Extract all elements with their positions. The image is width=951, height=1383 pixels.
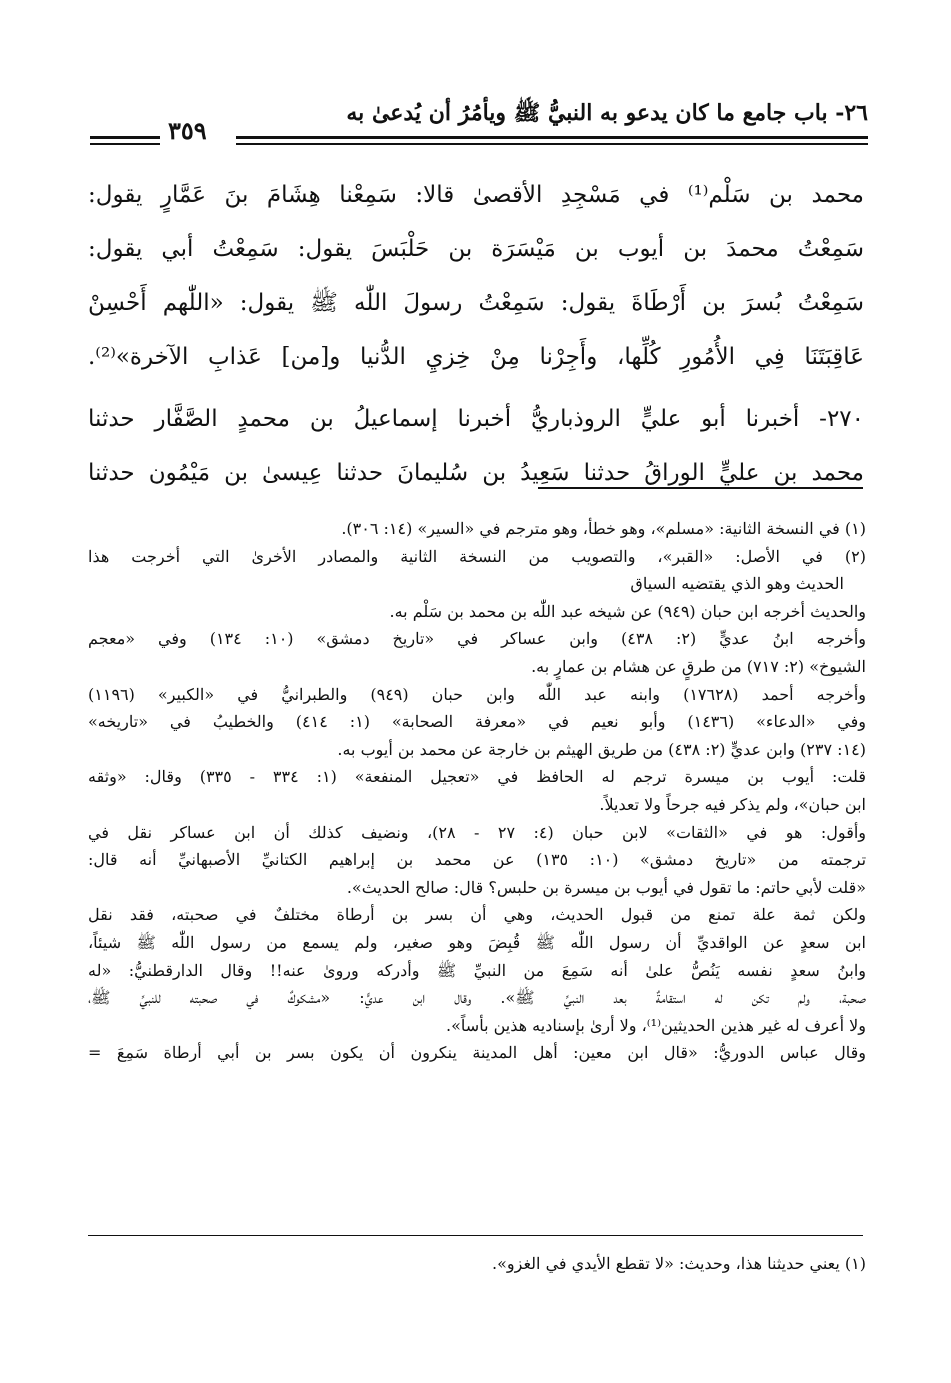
footnotes bbox=[88, 515, 866, 1067]
footnote-line: وابنُ سعدٍ نفسه يَنُصُّ علىٰ أنه سَمِعَ من النبيِّ ﷺ وأدركه وروىٰ عنه!! وقال الدارقطنيُّ: «له bbox=[88, 960, 866, 980]
page-header bbox=[90, 96, 868, 156]
text-line: عَاقِبَتَنَا فِي الأُمُورِ كُلِّها، وأَجِرْنا مِنْ خِزيِ الدُّنيا و[من] عَذابِ الآخرة»⁽²⁾. bbox=[88, 344, 864, 370]
footnote-line: وأقول: هو في «الثقات» لابن حبان (٤: ٢٧ - ٢٨)، ونضيف كذلك أن ابن عساكر نقل في bbox=[88, 822, 866, 842]
text-line: سَمِعْتُ بُسرَ بن أَرْطَاةَ يقول: سَمِعْتُ رسولَ اللّٰه ﷺ يقول: «اللّٰهم أَحْسِنْ bbox=[88, 290, 864, 316]
text-line: ٢٧٠- أخبرنا أبو عليٍّ الروذباريُّ أخبرنا إسماعيلُ بن محمدٍ الصَّفَّار حدثنا bbox=[88, 406, 864, 432]
footnote-line: (١٤: ٢٣٧) وابن عديٍّ (٢: ٤٣٨) من طريق الهيثم بن خارجة عن محمد بن أيوب به. bbox=[337, 739, 866, 759]
page-number: ٣٥٩ bbox=[168, 116, 207, 145]
footnote-line: ترجمته من «تاريخ دمشق» (١٠: ١٣٥) عن محمد بن إبراهيم الكتانيِّ الأصبهانيِّ أنه قال: bbox=[88, 850, 866, 870]
chapter-title: ٢٦- باب جامع ما كان يدعو به النبيُّ ﷺ ويأمُرُ أن يُدعىٰ به bbox=[346, 100, 868, 126]
footnote-line: وأخرجه ابنُ عديٍّ (٢: ٤٣٨) وابن عساكر في «تاريخ دمشق» (١٠: ١٣٤) وفي «معجم bbox=[88, 629, 866, 649]
footnote-separator bbox=[538, 487, 863, 489]
footnote-line: والحديث أخرجه ابن حبان (٩٤٩) عن شيخه عبد اللّٰه بن محمد بن سَلْم به. bbox=[389, 601, 866, 621]
bottom-footnotes bbox=[88, 1250, 866, 1278]
text-line: سَمِعْتُ محمدَ بن أيوب بن مَيْسَرَة بن حَلْبَسَ يقول: سَمِعْتُ أبي يقول: bbox=[88, 236, 864, 262]
footnote-line: (٢) في الأصل: «القبر»، والتصويب من النسخة الثانية والمصادر الأخرىٰ التي أخرجت هذا bbox=[88, 546, 866, 566]
footnote-line: ابن حبان»، ولم يذكر فيه جرحاً ولا تعديلاً. bbox=[599, 794, 866, 814]
footnote-line: «قلت لأبي حاتم: ما تقول في أيوب بن ميسرة بن حلبس؟ قال: صالح الحديث». bbox=[346, 877, 866, 897]
footnote-line: وأخرجه أحمد (١٧٦٢٨) وابنه عبد اللّٰه وابن حبان (٩٤٩) والطبرانيُّ في «الكبير» (١١٩٦) bbox=[88, 684, 866, 704]
paragraph-gap bbox=[88, 384, 864, 392]
footnote-line: الحديث وهو الذي يقتضيه السياق bbox=[630, 574, 844, 594]
footnote-line: وفي «الدعاء» (١٤٣٦) وأبو نعيم في «معرفة الصحابة» (١: ٤١٤) والخطيبُ في «تاريخه» bbox=[88, 712, 866, 732]
footnote-line: الشيوخ» (٢: ٧١٧) من طرقٍ عن هشام بن عمارٍ به. bbox=[531, 656, 866, 676]
footnote-line: وقال عباس الدوريُّ: «قال ابن معين: أهل المدينة ينكرون أن يكون بسر بن أبي أرطاة سَمِعَ = bbox=[88, 1043, 866, 1063]
footnote-line: (١) يعني حديثنا هذا، وحديث: «لا تقطع الأيدي في الغزو». bbox=[492, 1254, 866, 1273]
footnote-line: ولكن ثمة علة تمنع من قبول الحديث، وهي أن بسر بن أرطاة مختلفٌ في صحبته، فقد نقل bbox=[88, 905, 866, 925]
text-line: محمد بن عليٍّ الوراقُ حدثنا سَعِيدُ بن سُليمانَ حدثنا عِيسىٰ بن مَيْمُون حدثنا bbox=[88, 460, 864, 486]
footnote-line: ابن سعدٍ عن الواقديِّ أن رسول اللّٰه ﷺ قُبِضَ وهو صغير، ولم يسمع من رسول اللّٰه ﷺ شيئاً، bbox=[88, 932, 866, 952]
main-text bbox=[88, 168, 864, 500]
header-rule bbox=[236, 136, 868, 145]
footnote-line: (١) في النسخة الثانية: «مسلم»، وهو خطأ، وهو مترجم في «السير» (١٤: ٣٠٦). bbox=[341, 519, 866, 538]
footnote-separator-bottom bbox=[88, 1235, 863, 1236]
footnote-line: صحبة، ولم تكن له استقامةٌ بعد النبيِّ ﷺ». وقال ابن عديٍّ: «مشكوكٌ في صحبته للنبيِّ ﷺ، bbox=[88, 988, 866, 1008]
footnote-line: قلت: أيوب بن ميسرة ترجم له الحافظ في «تعجيل المنفعة» (١: ٣٣٤ - ٣٣٥) وقال: «وثقه bbox=[88, 767, 866, 787]
text-line: محمد بن سَلْم⁽¹⁾ في مَسْجِدِ الأقصىٰ قالا: سَمِعْنا هِشَامَ بنَ عَمَّارٍ يقول: bbox=[88, 182, 864, 208]
header-rule-short bbox=[90, 136, 160, 145]
footnote-line: ولا أعرف له غير هذين الحديثين⁽¹⁾، ولا أرىٰ بإسناديه هذين بأساً». bbox=[446, 1015, 866, 1035]
